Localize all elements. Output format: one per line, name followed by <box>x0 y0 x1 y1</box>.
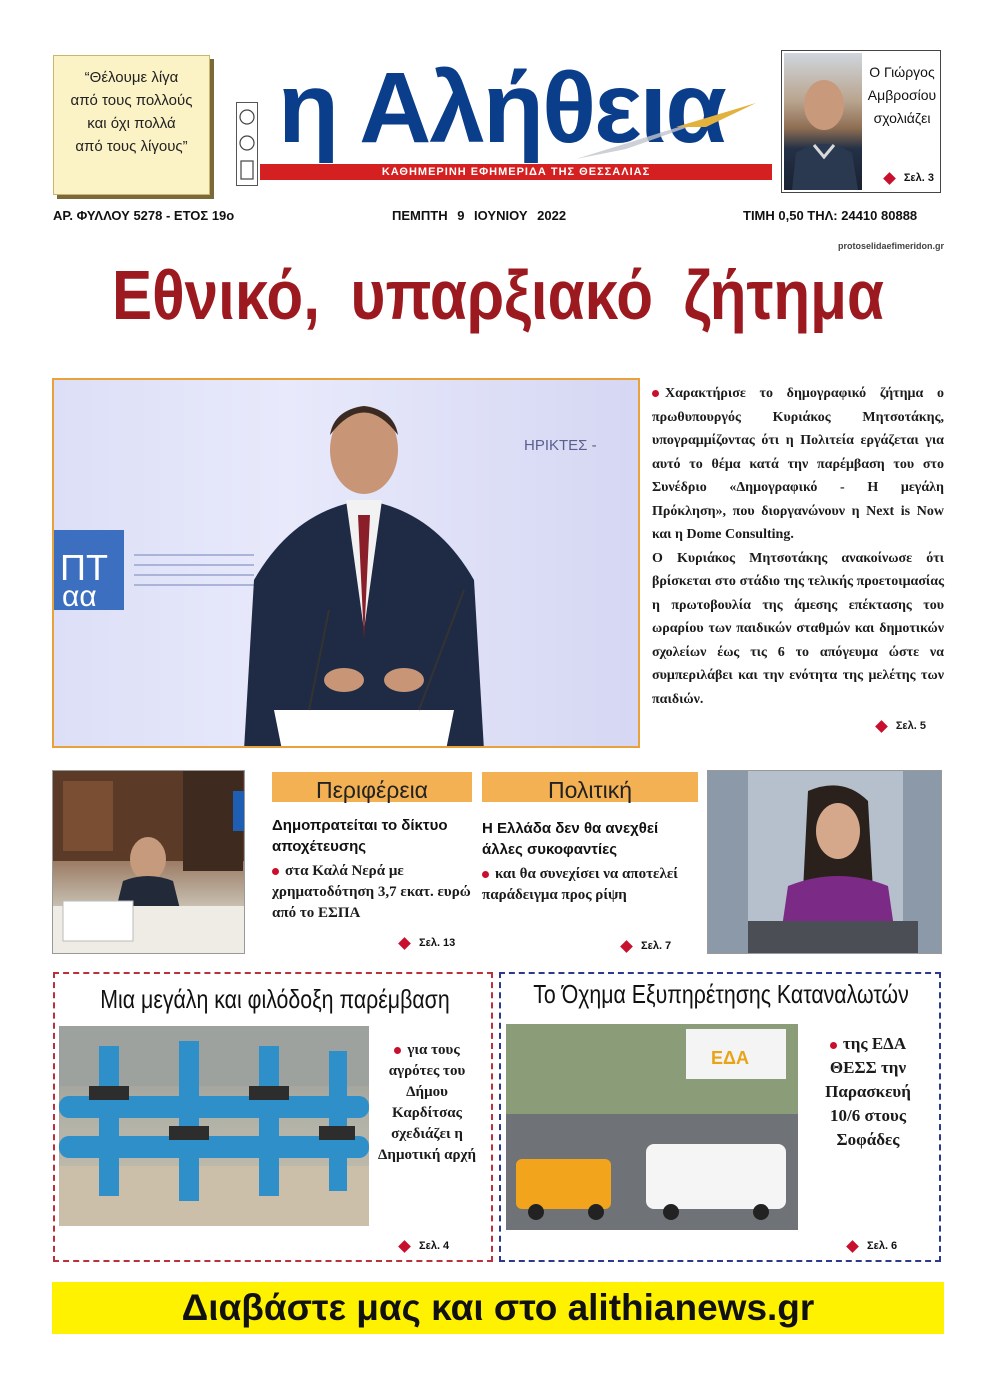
page-reference[interactable] <box>400 1240 449 1252</box>
columnist-line: σχολιάζει <box>873 110 931 126</box>
main-story-paragraph: Χαρακτήρισε το δημογραφικό ζήτημα ο πρωθυπουργός Κυριάκος Μητσοτάκης, υπογραμμίζοντας ότι η Πολιτεία εργάζεται για αυτό το θέμα κατά την παρέμβαση του στο Συνέδριο «Δημογραφικό - Η μεγάλη Πρόκληση», που διοργανώνουν η Next is Now και η Dome Consulting. <box>652 386 944 542</box>
service-vehicle-title: Το Όχημα Εξυπηρέτησης Καταναλωτών <box>533 979 909 1009</box>
diamond-icon <box>846 1240 859 1253</box>
politics-headline: Η Ελλάδα δεν θα ανεχθεί άλλες συκοφαντίες <box>482 820 659 858</box>
diamond-icon <box>620 940 633 953</box>
tab-politics[interactable]: Πολιτική <box>482 772 698 802</box>
service-vehicle-summary <box>808 1032 928 1152</box>
masthead <box>236 42 776 192</box>
region-summary-text: στα Καλά Νερά με χρηματοδότηση 3,7 εκατ. ευρώ από το ΕΣΠΑ <box>272 863 471 921</box>
page-number: Σελ. 3 <box>903 172 934 184</box>
diamond-icon <box>883 172 896 185</box>
backdrop-text: ΗΡΙΚΤΕΣ - <box>524 437 597 454</box>
page-number: Σελ. 5 <box>895 720 926 732</box>
price-phone: ΤΙΜΗ 0,50 ΤΗΛ: 24410 80888 <box>743 208 918 223</box>
page-number: Σελ. 4 <box>419 1240 450 1252</box>
bullet-icon <box>394 1047 401 1054</box>
main-headline[interactable]: Εθνικό, υπαρξιακό ζήτημα <box>111 256 885 334</box>
bullet-icon <box>482 871 489 878</box>
irrigation-title: Μια μεγάλη και φιλόδοξη παρέμβαση <box>100 984 450 1014</box>
columnist-caption <box>866 61 938 130</box>
politics-summary-text: και θα συνεχίσει να αποτελεί παράδειγμα προς ρίψη <box>482 866 678 903</box>
sign-text: ΕΔΑ <box>711 1048 749 1068</box>
service-vehicle-photo[interactable] <box>506 1024 798 1230</box>
swoosh-icon <box>566 97 766 167</box>
bullet-icon <box>652 390 659 397</box>
region-photo[interactable] <box>52 770 245 954</box>
columnist-box[interactable] <box>781 50 941 193</box>
irrigation-summary-text: για τους αγρότες του Δήμου Καρδίτσας σχεδιάζει η Δημοτική αρχή <box>378 1042 476 1163</box>
bullet-icon <box>830 1042 837 1049</box>
page-reference[interactable] <box>400 937 455 949</box>
motto-line: “Θέλουμε λίγα <box>84 69 179 86</box>
motto-line: και όχι πολλά <box>87 115 176 132</box>
tab-region[interactable]: Περιφέρεια <box>272 772 472 802</box>
columnist-line: Αμβροσίου <box>867 87 937 103</box>
columnist-photo <box>784 53 862 190</box>
diamond-icon <box>875 720 888 733</box>
page-reference[interactable] <box>848 1240 897 1252</box>
bullet-icon <box>272 868 279 875</box>
irrigation-photo[interactable] <box>59 1026 369 1226</box>
region-summary <box>272 861 472 924</box>
region-headline: Δημοπρατείται το δίκτυο αποχέτευσης <box>272 817 448 855</box>
newspaper-logo[interactable]: η Αλήθεια <box>278 52 725 164</box>
motto-line: από τους πολλούς <box>70 92 193 109</box>
page-number: Σελ. 13 <box>419 937 456 949</box>
page-reference[interactable] <box>652 715 944 739</box>
motto-box <box>53 55 210 195</box>
issue-number: ΑΡ. ΦΥΛΛΟΥ 5278 - ΕΤΟΣ 19ο <box>53 208 235 223</box>
main-story-photo[interactable] <box>52 378 640 748</box>
main-story-paragraph: Ο Κυριάκος Μητσοτάκης ανακοίνωσε ότι βρίσκεται στο στάδιο της τελικής προετοιμασίας η πρωτοβουλία της άμεσης επέκτασης του ωραρίου των παιδικών σταθμών και δημοτικών σχολείων έως τις 6 το απόγευμα ώστε να συμπεριλάβει και την ενότητα της μελέτης των παιδιών. <box>652 550 944 707</box>
columnist-line: Ο Γιώργος <box>869 64 935 80</box>
motto-line: από τους λίγους” <box>75 138 188 155</box>
region-article[interactable] <box>272 815 472 924</box>
politics-photo[interactable] <box>707 770 942 954</box>
website-banner[interactable]: Διαβάστε μας και στο alithianews.gr <box>52 1282 944 1334</box>
page-reference <box>885 172 934 184</box>
diamond-icon <box>398 1240 411 1253</box>
page-number: Σελ. 6 <box>867 1240 898 1252</box>
diamond-icon <box>398 937 411 950</box>
irrigation-summary <box>372 1040 482 1166</box>
politics-article[interactable] <box>482 818 700 906</box>
source-watermark: protoselidaefimeridon.gr <box>837 241 944 251</box>
page-number: Σελ. 7 <box>641 940 672 952</box>
service-vehicle-summary-text: της ΕΔΑ ΘΕΣΣ την Παρασκευή 10/6 στους Σοφάδες <box>825 1034 911 1149</box>
page-reference[interactable] <box>622 940 671 952</box>
issue-date: ΠΕΜΠΤΗ 9 ΙΟΥΝΙΟΥ 2022 <box>392 208 567 223</box>
backdrop-logo-text: αα <box>62 580 97 613</box>
politics-summary <box>482 864 700 906</box>
emblem-icon <box>236 102 258 186</box>
masthead-tagline: ΚΑΘΗΜΕΡΙΝΗ ΕΦΗΜΕΡΙΔΑ ΤΗΣ ΘΕΣΣΑΛΙΑΣ <box>260 164 772 180</box>
main-story-text <box>652 382 944 739</box>
backdrop-logo-text: ΠΤ <box>60 547 108 588</box>
